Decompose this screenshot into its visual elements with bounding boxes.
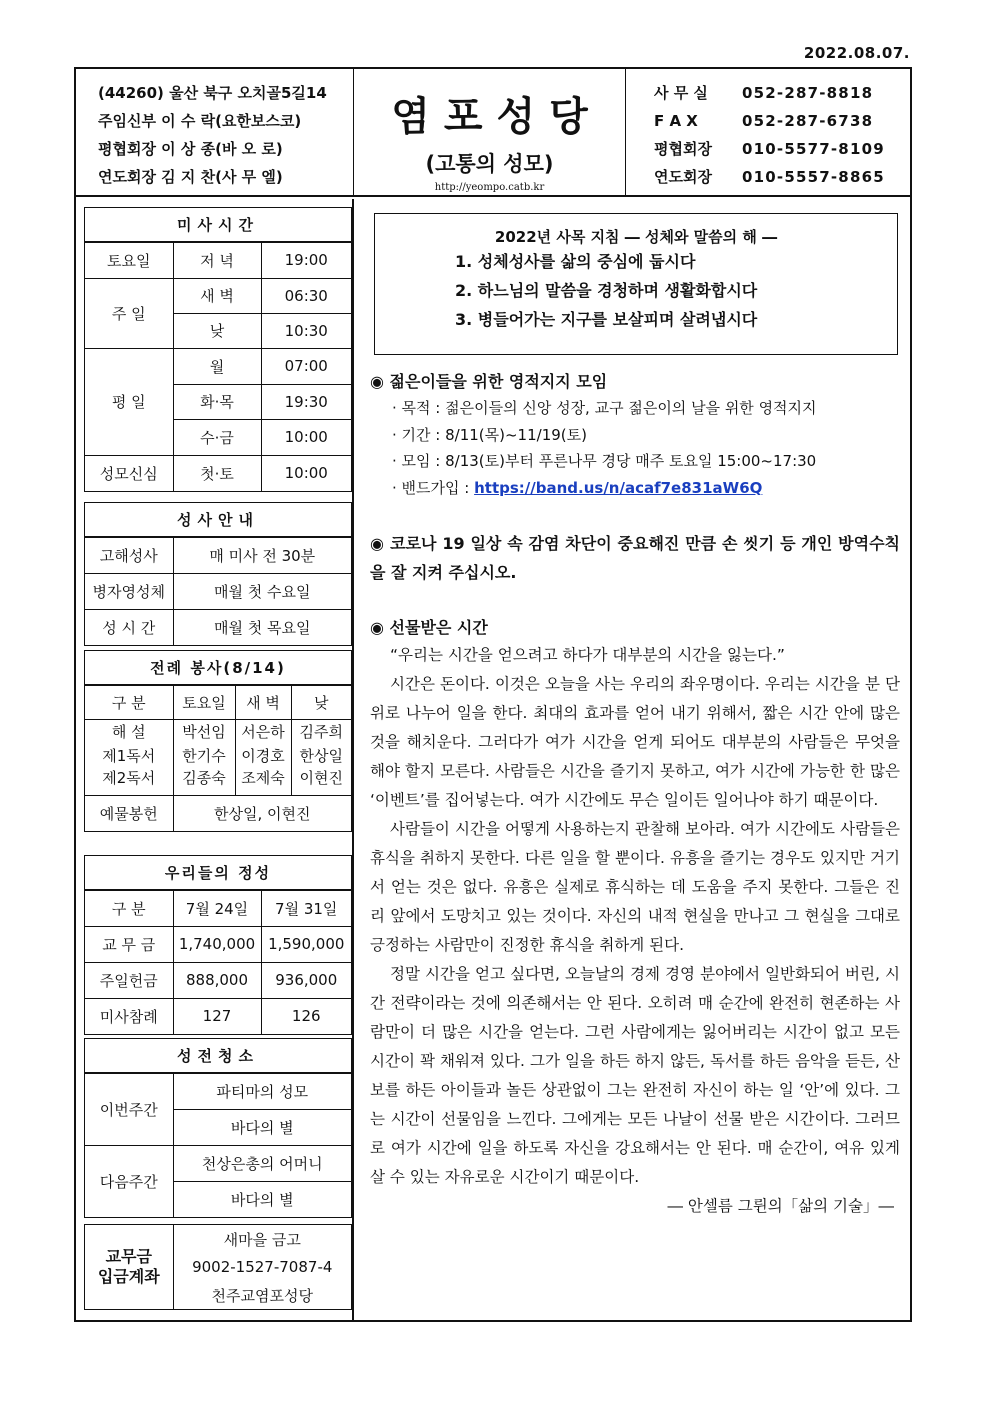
header-contact-block: [626, 69, 910, 195]
offerings-header: 7월 24일: [173, 890, 261, 926]
policy-item: 2. 하느님의 말씀을 경청하며 생활화합시다: [455, 281, 758, 300]
header-prayer-president: 연도회장 김 지 찬(사 무 엘): [98, 168, 283, 186]
issue-date: 2022.08.07.: [803, 44, 910, 62]
account-box: [84, 1224, 352, 1310]
liturgy-role: 해 설: [85, 719, 173, 743]
mass-weekday-time: 수·금: [173, 419, 261, 455]
liturgy-person: 조제숙: [235, 767, 291, 795]
mass-weekday-hour: 19:30: [261, 384, 351, 419]
contact-council: 평협회장 010-5577-8109: [654, 140, 885, 158]
youth-title: ◉ 젊은이들을 위한 영적지지 모임: [370, 372, 608, 391]
mass-sat-label: 토요일: [85, 242, 173, 278]
mass-weekday-time: 월: [173, 348, 261, 384]
mass-mary-label: 성모신심: [85, 455, 173, 491]
pastoral-policy-box: [374, 213, 898, 355]
cleaning-box: [84, 1038, 352, 1218]
mass-weekday-hour: 10:00: [261, 419, 351, 455]
liturgy-person: 한기수: [173, 743, 235, 767]
offerings-value: 888,000: [173, 962, 261, 998]
offerings-value: 126: [261, 998, 351, 1034]
church-subtitle: (고통의 성모): [425, 152, 554, 176]
youth-band: · 밴드가입 : https://band.us/n/acaf7e831aW6Q: [392, 478, 763, 497]
mass-mary-hour: 10:00: [261, 455, 351, 491]
liturgy-header: 토요일: [173, 685, 235, 719]
account-table: [85, 1225, 351, 1309]
offerings-label: 미사참례: [85, 998, 173, 1034]
sacraments-title: 성사안내: [85, 503, 351, 537]
cleaning-group: 파티마의 성모: [173, 1073, 351, 1109]
mass-times-box: [84, 207, 352, 492]
church-url[interactable]: http://yeompo.catb.kr: [434, 182, 545, 193]
offerings-box: [84, 855, 352, 1035]
header-title-block: [354, 69, 626, 195]
mass-sun-hour: 10:30: [261, 313, 351, 348]
essay-quote: “우리는 시간을 얻으려고 하다가 대부분의 시간을 잃는다.”: [390, 646, 785, 664]
band-link[interactable]: https://band.us/n/acaf7e831aW6Q: [474, 478, 763, 497]
liturgy-offer-value: 한상일, 이현진: [173, 795, 351, 831]
contact-office: 사 무 실 052-287-8818: [654, 84, 874, 102]
youth-meeting: · 모임 : 8/13(토)부터 푸른나무 경당 매주 토요일 15:00~17:30: [392, 452, 817, 470]
mass-times-table: [85, 208, 351, 491]
cleaning-this-week-label: 이번주간: [85, 1073, 173, 1145]
policy-title: 2022년 사목 지침 ― 성체와 말씀의 해 ―: [494, 228, 778, 246]
mass-times-title: 미사시간: [85, 208, 351, 242]
sacrament-label: 병자영성체: [85, 573, 173, 609]
liturgy-offer-label: 예물봉헌: [85, 795, 173, 831]
contact-prayer: 연도회장 010-5557-8865: [654, 168, 885, 186]
mass-sat-time: 저 녁: [173, 242, 261, 278]
youth-purpose: · 목적 : 젊은이들의 신앙 성장, 교구 젊은이의 날을 위한 영적지지: [392, 399, 817, 417]
mass-sun-time: 새 벽: [173, 278, 261, 313]
right-column: [356, 199, 910, 1320]
church-name: 염포성당: [391, 94, 602, 140]
sacrament-value: 매월 첫 수요일: [173, 573, 351, 609]
essay-section: [370, 615, 900, 1221]
cleaning-table: [85, 1039, 351, 1217]
mass-mary-time: 첫·토: [173, 455, 261, 491]
liturgy-box: [84, 650, 352, 832]
account-label: 교무금 입금계좌: [85, 1225, 173, 1309]
liturgy-role: 제2독서: [85, 767, 173, 795]
account-bank: 새마을 금고: [173, 1225, 351, 1253]
liturgy-person: 박선임: [173, 719, 235, 743]
sacrament-label: 고해성사: [85, 537, 173, 573]
covid-notice: [370, 529, 900, 587]
mass-sun-time: 낮: [173, 313, 261, 348]
sacrament-value: 매월 첫 목요일: [173, 609, 351, 645]
offerings-value: 936,000: [261, 962, 351, 998]
mass-sun-label: 주 일: [85, 278, 173, 348]
youth-period: · 기간 : 8/11(목)~11/19(토): [392, 425, 587, 444]
offerings-title: 우리들의 정성: [85, 856, 351, 890]
essay-paragraph: 정말 시간을 얻고 싶다면, 오늘날의 경제 경영 분야에서 일반화되어 버린, 시간 전략이라는 것에 의존해서는 안 된다. 오히려 매 순간에 완전히 현존하는 사람만이 더 많은 시간을 얻는다. 그런 사람에게는 잃어버리는 시간이 없고 모든 시간이 꽉 채워져 있다. 그가 일을 하든 하지 않든, 독서를 하든 음악을 듣든, 산보를 하든 아이들과 놀든 상관없이 그는 완전히 자신이 하는 일 ‘안’에 있다. 그는 시간이 선물임을 느낀다. 그에게는 모든 나날이 선물 받은 시간이다. 그러므로 여가 시간에 일을 하도록 자신을 강요해서는 안 된다. 매 순간이, 여유 있게 살 수 있는 자유로운 시간이기 때문이다.: [370, 965, 900, 1186]
essay-title: ◉ 선물받은 시간: [370, 618, 488, 637]
offerings-table: [85, 856, 351, 1034]
liturgy-person: 김종숙: [173, 767, 235, 795]
youth-section: [370, 369, 900, 501]
left-column: [76, 199, 354, 1320]
liturgy-header: 새 벽: [235, 685, 291, 719]
liturgy-header: 구 분: [85, 685, 173, 719]
mass-weekday-label: 평 일: [85, 348, 173, 455]
mass-weekday-hour: 07:00: [261, 348, 351, 384]
mass-sun-hour: 06:30: [261, 278, 351, 313]
essay-paragraph: 시간은 돈이다. 이것은 오늘을 사는 우리의 좌우명이다. 우리는 시간을 분 단위로 나누어 일을 한다. 최대의 효과를 얻어 내기 위해서, 짧은 시간 안에 많은 것을 해치운다. 그러다가 여가 시간을 얻게 되어도 대부분의 사람들은 무엇을 해야 할지 모른다. 사람들은 시간을 즐기지 못하고, 여가 시간에 가능한 한 많은 ‘이벤트’를 집어넣는다. 여가 시간에도 무슨 일이든 일어나야 하기 때문이다.: [370, 675, 900, 809]
account-holder: 천주교염포성당: [173, 1281, 351, 1309]
sacraments-box: [84, 502, 352, 646]
liturgy-person: 이현진: [291, 767, 351, 795]
liturgy-person: 한상일: [291, 743, 351, 767]
sacraments-table: [85, 503, 351, 645]
sacrament-value: 매 미사 전 30분: [173, 537, 351, 573]
cleaning-group: 천상은총의 어머니: [173, 1145, 351, 1181]
liturgy-header: 낮: [291, 685, 351, 719]
offerings-value: 1,590,000: [261, 926, 351, 962]
account-number: 9002-1527-7087-4: [173, 1253, 351, 1281]
cleaning-group: 바다의 별: [173, 1109, 351, 1145]
cleaning-title: 성전청소: [85, 1039, 351, 1073]
offerings-value: 1,740,000: [173, 926, 261, 962]
offerings-label: 교 무 금: [85, 926, 173, 962]
header-pastor: 주임신부 이 수 락(요한보스코): [98, 112, 302, 130]
liturgy-role: 제1독서: [85, 743, 173, 767]
liturgy-table: [85, 651, 351, 831]
liturgy-title: 전례 봉사(8/14): [85, 651, 351, 685]
covid-notice-text: ◉ 코로나 19 일상 속 감염 차단이 중요해진 만큼 손 씻기 등 개인 방역수칙을 잘 지켜 주십시오.: [370, 534, 900, 582]
liturgy-person: 이경호: [235, 743, 291, 767]
offerings-header: 7월 31일: [261, 890, 351, 926]
mass-sat-hour: 19:00: [261, 242, 351, 278]
bulletin-header: [76, 69, 910, 197]
essay-paragraph: 사람들이 시간을 어떻게 사용하는지 관찰해 보아라. 여가 시간에도 사람들은 휴식을 취하지 못한다. 다른 일을 할 뿐이다. 유흥을 즐기는 경우도 있지만 거기서 얻는 것은 없다. 유흥은 실제로 휴식하는 데 도움을 주지 못한다. 그들은 진리 앞에서 도망치고 있는 것이다. 자신의 내적 현실을 만나고 그 현실을 그대로 긍정하는 사람만이 진정한 휴식을 취하게 된다.: [370, 820, 900, 954]
header-council-president: 평협회장 이 상 종(바 오 로): [98, 140, 283, 158]
bulletin-frame: [74, 67, 912, 1322]
sacrament-label: 성 시 간: [85, 609, 173, 645]
header-address-block: [76, 69, 354, 195]
contact-fax: F A X 052-287-6738: [654, 112, 874, 130]
header-address: (44260) 울산 북구 오치골5길14: [98, 84, 327, 102]
mass-weekday-time: 화·목: [173, 384, 261, 419]
liturgy-person: 김주희: [291, 719, 351, 743]
liturgy-person: 서은하: [235, 719, 291, 743]
policy-item: 3. 병들어가는 지구를 보살피며 살려냅시다: [455, 310, 758, 329]
offerings-value: 127: [173, 998, 261, 1034]
offerings-header: 구 분: [85, 890, 173, 926]
cleaning-group: 바다의 별: [173, 1181, 351, 1217]
policy-item: 1. 성체성사를 삶의 중심에 둡시다: [455, 252, 696, 271]
essay-source: ― 안셀름 그륀의「삶의 기술」―: [667, 1197, 894, 1215]
offerings-label: 주일헌금: [85, 962, 173, 998]
cleaning-next-week-label: 다음주간: [85, 1145, 173, 1217]
